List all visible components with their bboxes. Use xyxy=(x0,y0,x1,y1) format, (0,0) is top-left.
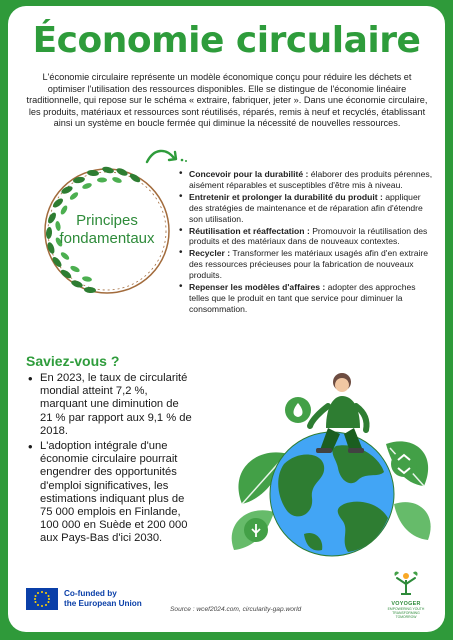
principles-heading-line1: Principes xyxy=(76,212,138,229)
logo-tagline-1: EMPOWERING YOUTH xyxy=(387,607,425,611)
poster-card xyxy=(8,6,445,632)
logo-tagline-3: TOMORROW xyxy=(395,615,417,619)
principle-desc: Transformer les matériaux usagés afin d'en extraire des ressources précieuses pour la fabrication de nouveaux produits. xyxy=(189,248,429,281)
principles-heading-line2: fondamentaux xyxy=(59,230,155,247)
principle-term: Entretenir et prolonger la durabilité du produit : xyxy=(189,191,383,202)
principles-heading xyxy=(40,212,174,248)
curved-arrow-icon xyxy=(144,146,188,168)
list-item xyxy=(178,282,434,315)
principle-desc: adopter des approches telles que le produit en tant que service pour diminuer la consommation. xyxy=(189,282,416,314)
principle-desc: élaborer des produits pérennes, aisément réparables et susceptibles d'être mis à niveau. xyxy=(189,169,433,190)
eu-cofunded-badge xyxy=(26,588,142,610)
eu-text xyxy=(64,589,142,609)
source-citation: Source : wcef2024.com, circularity-gap.world xyxy=(170,606,302,613)
facts-list xyxy=(26,372,194,548)
principles-list xyxy=(178,169,434,316)
list-item: • L'adoption intégrale d'une économie circulaire pourrait engendrer des opportunités d'emploi significatives, les estimations indiquant plus de 75 000 emplois en Finlande, 100 000 en Suède et 200 000 aux Pays-Bas d'ici 2030. xyxy=(26,440,194,546)
globe-illustration xyxy=(228,354,438,572)
voyoger-logo xyxy=(384,570,428,626)
principle-term: Recycler : xyxy=(189,248,231,259)
principle-desc: appliquer des stratégies de maintenance et de réparation afin d'étendre son utilisation. xyxy=(189,191,423,224)
logo-tagline-2: TRANSFORMING xyxy=(392,611,420,615)
list-item xyxy=(178,192,434,225)
list-item: • En 2023, le taux de circularité mondial atteint 7,2 %, marquant une diminution de 21 % par rapport aux 9,1 % de 2018. xyxy=(26,372,194,438)
voyoger-logo-icon xyxy=(391,570,421,596)
principle-term: Réutilisation et réaffectation : xyxy=(189,225,310,236)
eu-line1: Co-funded by xyxy=(64,589,117,598)
list-item xyxy=(178,226,434,248)
principle-desc: Promouvoir la réutilisation des produits et des matériaux dans de nouveaux contextes. xyxy=(189,225,428,247)
intro-paragraph: L'économie circulaire représente un modèle économique conçu pour réduire les déchets et optimiser l'utilisation des ressources disponibles. Elle se distingue de l'économie linéaire traditionnelle, qui repose sur le schéma « extraire, fabriquer, jeter ». Dans une économie circulaire, les produits, matériaux et ressources sont réutilisés, réparés, remis à neuf et recyclés, établissant ainsi un système en boucle fermée qui diminue la nécessité de nouvelles ressources. xyxy=(26,72,428,129)
page-title: Économie circulaire xyxy=(32,20,421,61)
principle-term: Concevoir pour la durabilité : xyxy=(189,169,309,179)
list-item xyxy=(178,169,434,191)
eu-line2: the European Union xyxy=(64,599,142,608)
eu-flag-icon xyxy=(26,588,58,610)
principle-term: Repenser les modèles d'affaires : xyxy=(189,282,326,293)
logo-name: VOYOGER xyxy=(391,601,421,607)
saviez-heading: Saviez-vous ? xyxy=(26,353,120,369)
list-item xyxy=(178,248,434,281)
